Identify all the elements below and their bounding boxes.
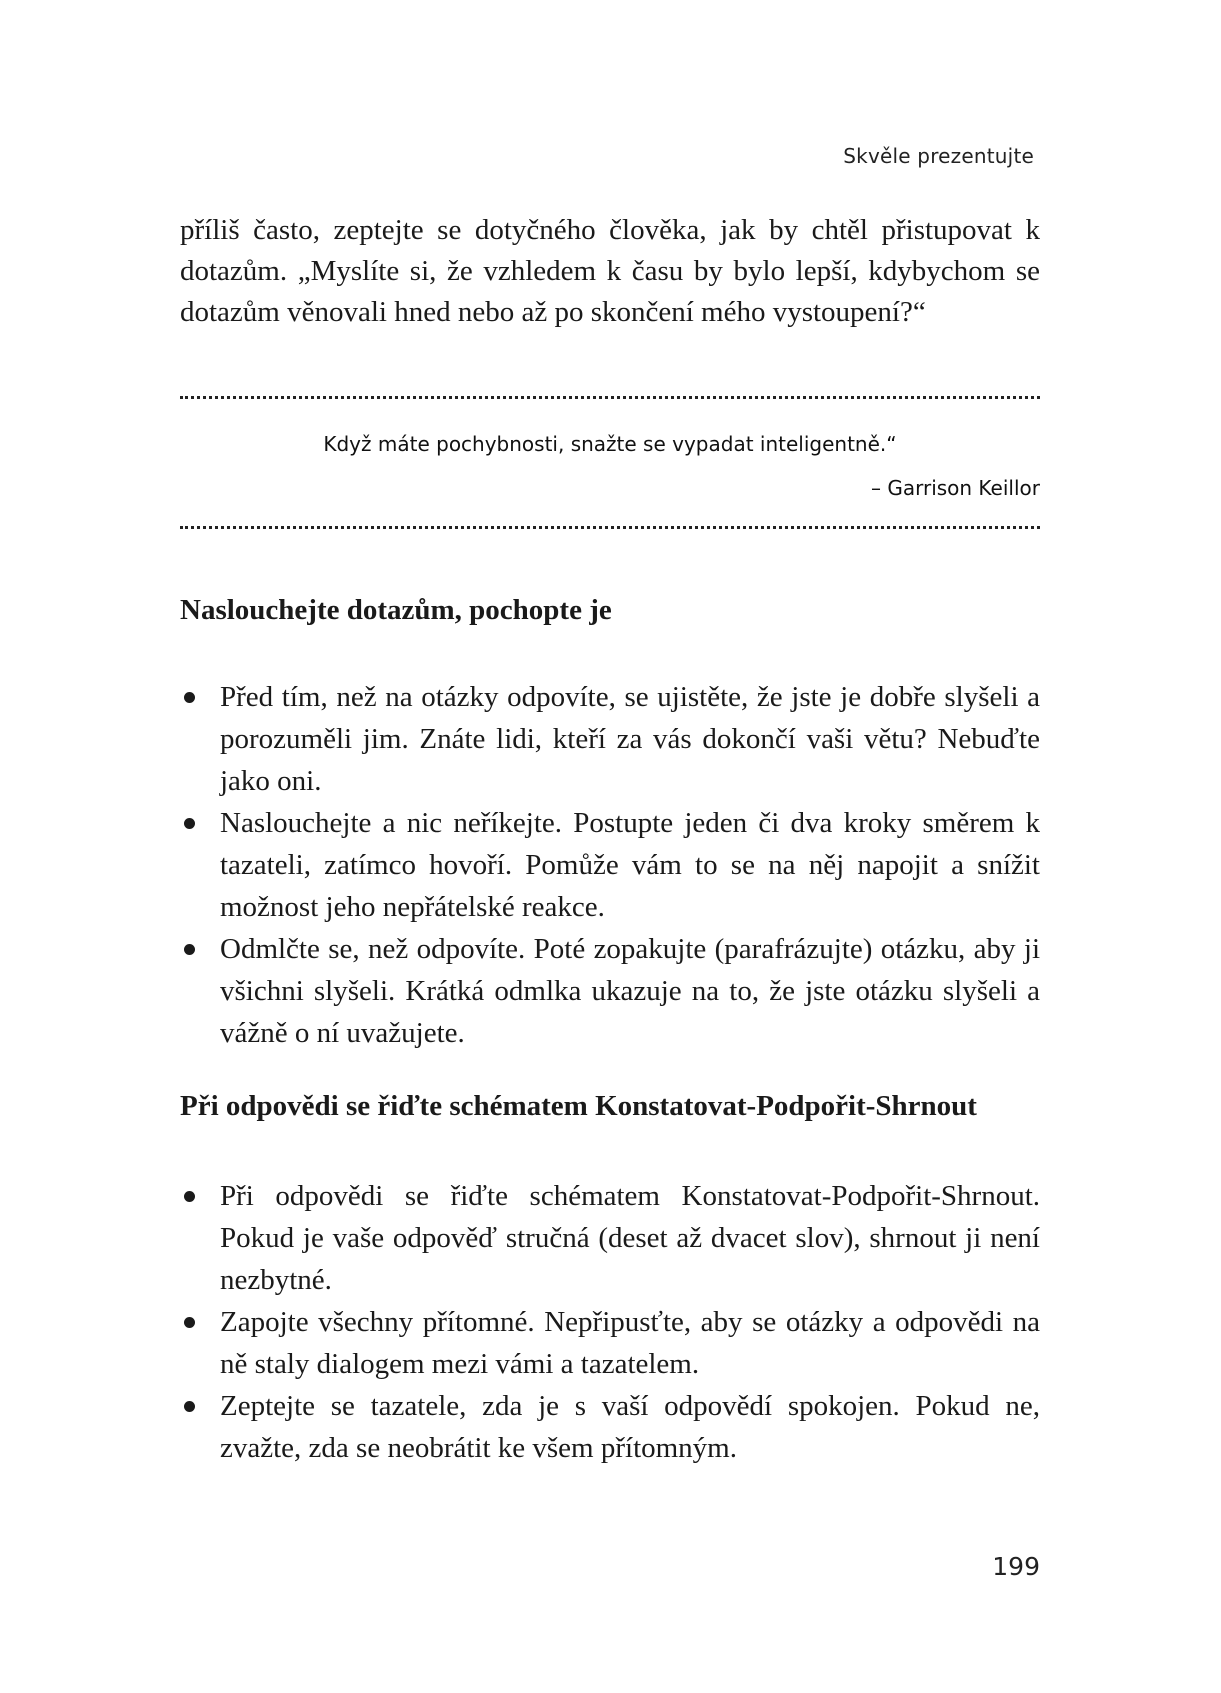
bullet-icon	[184, 1401, 195, 1412]
list-item-text: Před tím, než na otázky odpovíte, se ujistěte, že jste je dobře slyšeli a porozuměli jim. Znáte lidi, kteří za vás dokončí vaši větu? Nebuďte jako oni.	[220, 681, 1040, 797]
bullet-icon	[184, 944, 195, 955]
bullet-icon	[184, 692, 195, 703]
list-item-text: Zeptejte se tazatele, zda je s vaší odpovědí spokojen. Pokud ne, zvažte, zda se neobrátit ke všem přítomným.	[220, 1390, 1040, 1464]
list-item	[180, 928, 1040, 1054]
list-item	[180, 1175, 1040, 1301]
quote-divider-bottom	[180, 526, 1040, 529]
bullet-icon	[184, 1191, 195, 1202]
bullet-icon	[184, 1317, 195, 1328]
list-item	[180, 1301, 1040, 1385]
list-item-text: Při odpovědi se řiďte schématem Konstatovat-Podpořit-Shrnout. Pokud je vaše odpověď stručná (deset až dvacet slov), shrnout ji není nezbytné.	[220, 1180, 1040, 1296]
page-number: 199	[992, 1552, 1040, 1581]
list-item	[180, 802, 1040, 928]
quote-author: – Garrison Keillor	[870, 476, 1040, 500]
quote-divider-top	[180, 396, 1040, 399]
section-heading-listen: Naslouchejte dotazům, pochopte je	[180, 594, 612, 626]
quote-text: Když máte pochybnosti, snažte se vypadat inteligentně.“	[323, 432, 897, 456]
bullet-icon	[184, 818, 195, 829]
list-item-text: Odmlčte se, než odpovíte. Poté zopakujte (parafrázujte) otázku, aby ji všichni slyšeli. Krátká odmlka ukazuje na to, že jste otázku slyšeli a vážně o ní uvažujete.	[220, 933, 1040, 1049]
list-item	[180, 676, 1040, 802]
bullet-list-listen	[180, 676, 1040, 1054]
list-item	[180, 1385, 1040, 1469]
intro-paragraph: příliš často, zeptejte se dotyčného člověka, jak by chtěl přistupovat k dotazům. „Myslíte si, že vzhledem k času by bylo lepší, kdybychom se dotazům věnovali hned nebo až po skončení mého vystoupení?“	[180, 214, 1040, 328]
section-heading-schema: Při odpovědi se řiďte schématem Konstatovat-Podpořit-Shrnout	[180, 1090, 977, 1122]
running-header: Skvěle prezentujte	[843, 144, 1034, 168]
list-item-text: Naslouchejte a nic neříkejte. Postupte jeden či dva kroky směrem k tazateli, zatímco hovoří. Pomůže vám to se na něj napojit a snížit možnost jeho nepřátelské reakce.	[220, 807, 1040, 923]
bullet-list-schema	[180, 1175, 1040, 1469]
list-item-text: Zapojte všechny přítomné. Nepřipusťte, aby se otázky a odpovědi na ně staly dialogem mezi vámi a tazatelem.	[220, 1306, 1040, 1380]
